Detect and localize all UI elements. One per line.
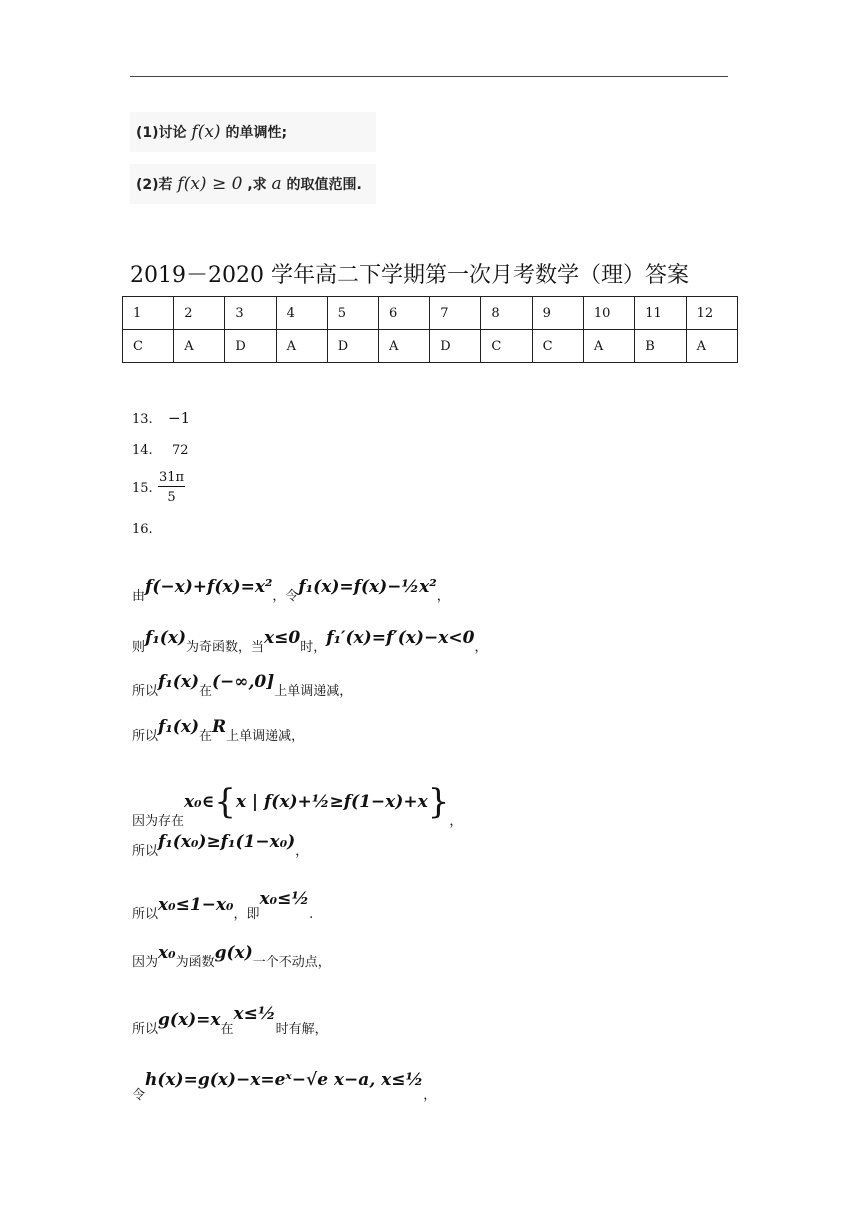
step-text: 所以 — [132, 729, 159, 744]
step-formula: x | f(x)+½≥f(1−x)+x — [235, 792, 428, 812]
solution-step — [132, 672, 353, 700]
q2-suffix: 的取值范围. — [286, 177, 362, 193]
question-number-cell: 11 — [635, 297, 686, 330]
step-text: 为奇函数，当 — [186, 640, 265, 655]
step-text: 一个不动点， — [252, 955, 331, 970]
q15-numerator: 31π — [159, 470, 185, 485]
q15-denominator: 5 — [167, 490, 176, 505]
solution-step — [132, 832, 309, 860]
step-formula: x₀ — [158, 943, 176, 963]
q1-prefix: (1)讨论 — [136, 125, 187, 141]
step-formula: x₀≤½ — [259, 889, 310, 909]
step-formula: g(x)=x — [158, 1010, 221, 1030]
question-2-snippet — [130, 164, 376, 204]
answer-table — [122, 296, 738, 363]
answer-cell: A — [379, 330, 430, 363]
answer-table-numbers-row — [123, 297, 738, 330]
step-text: ，即 — [233, 907, 260, 922]
answer-16-label: 16. — [132, 522, 153, 537]
step-text: 为函数 — [175, 955, 215, 970]
step-text: 上单调递减， — [226, 729, 305, 744]
solution-step — [132, 782, 463, 834]
solution-step — [132, 889, 314, 923]
step-text: 在 — [199, 684, 213, 699]
answer-cell: D — [225, 330, 276, 363]
step-text: 在 — [199, 729, 213, 744]
solution-step — [132, 943, 331, 971]
step-text: 上单调递减， — [274, 684, 353, 699]
step-formula: R — [212, 717, 227, 737]
step-text: 在 — [220, 1022, 234, 1037]
answer-cell: A — [686, 330, 737, 363]
step-text: 所以 — [132, 1022, 159, 1037]
solution-step — [132, 717, 305, 745]
q13-value: −1 — [168, 409, 191, 427]
answer-cell: A — [276, 330, 327, 363]
step-formula: x≤0 — [264, 628, 301, 648]
answer-title: 2019－2020 学年高二下学期第一次月考数学（理）答案 — [130, 263, 689, 288]
step-formula: x≤½ — [233, 1004, 276, 1024]
step-text: 时， — [300, 640, 327, 655]
question-number-cell: 12 — [686, 297, 737, 330]
answer-cell: A — [583, 330, 634, 363]
q2-math: f(x) ≥ 0 — [177, 174, 243, 194]
answer-13 — [132, 409, 190, 427]
question-number-cell: 8 — [481, 297, 532, 330]
answer-cell: D — [430, 330, 481, 363]
step-text: 时有解， — [275, 1022, 328, 1037]
step-formula: x₀≤1−x₀ — [158, 895, 234, 915]
step-text: ， — [436, 589, 450, 604]
question-number-cell: 6 — [379, 297, 430, 330]
q2-prefix: (2)若 — [136, 177, 173, 193]
step-formula: h(x)=g(x)−x=eˣ−√e x−a, x≤½ — [145, 1070, 424, 1090]
step-text: 所以 — [132, 907, 159, 922]
question-number-cell: 5 — [327, 297, 378, 330]
solution-step — [132, 1070, 437, 1104]
header-rule — [130, 76, 728, 77]
step-text: ， — [449, 814, 463, 829]
answer-14 — [132, 443, 189, 458]
question-number-cell: 10 — [583, 297, 634, 330]
step-text: 令 — [132, 1088, 146, 1103]
step-text: ， — [423, 1088, 437, 1103]
answer-cell: D — [327, 330, 378, 363]
question-1-snippet — [130, 112, 376, 152]
solution-step — [132, 628, 488, 656]
step-text: 由 — [132, 589, 146, 604]
right-brace: } — [427, 782, 450, 822]
step-formula: f₁(x) — [158, 672, 199, 692]
answer-cell: B — [635, 330, 686, 363]
step-formula: f₁(x)=f(x)−½x² — [298, 577, 437, 597]
answer-table-answers-row — [123, 330, 738, 363]
step-formula: f₁(x) — [145, 628, 186, 648]
answer-15-fraction — [158, 470, 185, 505]
q14-value: 72 — [172, 443, 189, 458]
step-text: ，令 — [272, 589, 299, 604]
step-formula: f₁′(x)=f′(x)−x<0 — [326, 628, 475, 648]
question-number-cell: 7 — [430, 297, 481, 330]
q2-mid: ,求 — [247, 177, 267, 193]
answer-cell: C — [532, 330, 583, 363]
step-text: ， — [474, 640, 488, 655]
answer-15-label: 15. — [132, 481, 153, 496]
solution-step — [132, 577, 450, 605]
question-number-cell: 4 — [276, 297, 327, 330]
step-text: 因为存在 — [132, 814, 185, 829]
step-formula: f(−x)+f(x)=x² — [145, 577, 273, 597]
step-formula: f₁(x₀)≥f₁(1−x₀) — [158, 832, 296, 852]
solution-step — [132, 1004, 328, 1038]
step-formula: f₁(x) — [158, 717, 199, 737]
step-text: . — [309, 907, 314, 922]
step-text: 因为 — [132, 955, 159, 970]
step-text: 所以 — [132, 844, 159, 859]
step-formula: x₀∈ — [184, 792, 215, 812]
step-formula: (−∞,0] — [212, 672, 275, 692]
question-number-cell: 3 — [225, 297, 276, 330]
step-formula: g(x) — [214, 943, 253, 963]
answer-cell: A — [174, 330, 225, 363]
question-number-cell: 9 — [532, 297, 583, 330]
left-brace: { — [214, 782, 236, 822]
q2-var: a — [271, 174, 282, 194]
q14-label: 14. — [132, 443, 153, 458]
step-text: ， — [295, 844, 309, 859]
answer-cell: C — [481, 330, 532, 363]
answer-cell: C — [123, 330, 174, 363]
step-text: 则 — [132, 640, 146, 655]
q13-label: 13. — [132, 412, 153, 427]
step-text: 所以 — [132, 684, 159, 699]
question-number-cell: 1 — [123, 297, 174, 330]
q1-math: f(x) — [191, 122, 221, 142]
question-number-cell: 2 — [174, 297, 225, 330]
q1-suffix: 的单调性; — [225, 125, 288, 141]
